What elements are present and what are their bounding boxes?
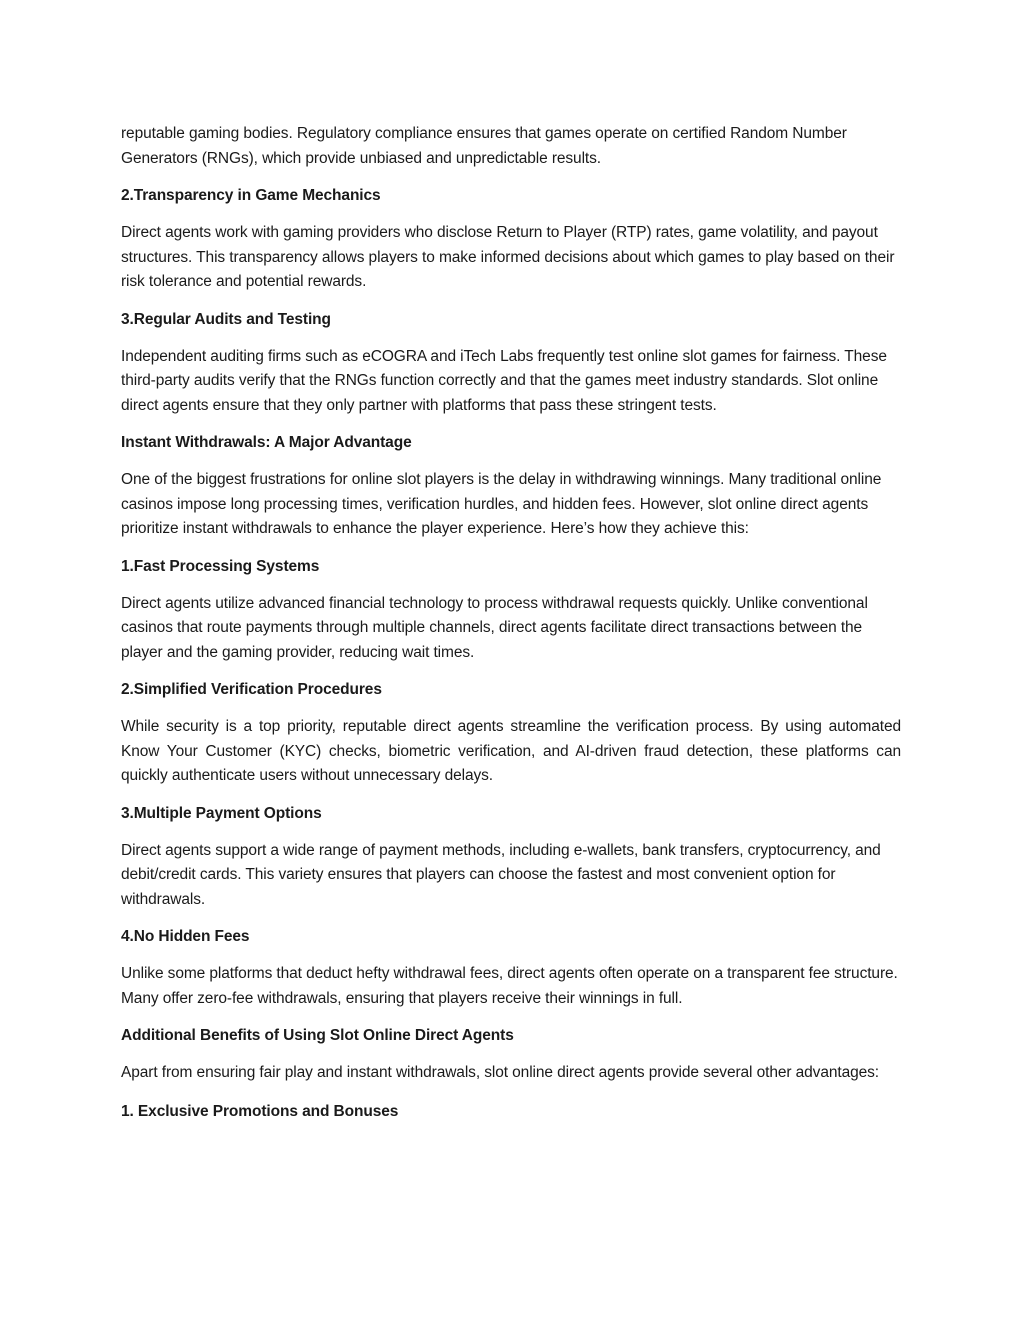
heading-transparency: 2.Transparency in Game Mechanics <box>121 187 381 204</box>
heading-no-hidden-fees: 4.No Hidden Fees <box>121 928 250 945</box>
heading-payment-options: 3.Multiple Payment Options <box>121 804 322 822</box>
paragraph-rng-compliance: reputable gaming bodies. Regulatory compliance ensures that games operate on certified Random Number Generators (RNGs), which provide unbiased and unpredictable results. <box>121 125 847 167</box>
heading-additional-benefits: Additional Benefits of Using Slot Online Direct Agents <box>121 1027 514 1044</box>
paragraph-instant-withdrawals: One of the biggest frustrations for online slot players is the delay in withdrawing winnings. Many traditional online casinos impose long processing times, verification hurdles, and hidden fees. However, slot online direct agents prioritize instant withdrawals to enhance the player experience. Here’s how they achieve this: <box>121 471 882 537</box>
paragraph-transparency: Direct agents work with gaming providers who disclose Return to Player (RTP) rates, game volatility, and payout structures. This transparency allows players to make informed decisions about which games to play based on their risk tolerance and potential rewards. <box>121 224 895 290</box>
heading-instant-withdrawals: Instant Withdrawals: A Major Advantage <box>121 434 412 451</box>
paragraph-additional-benefits: Apart from ensuring fair play and instant withdrawals, slot online direct agents provide several other advantages: <box>121 1064 879 1081</box>
document-page <box>121 122 901 1137</box>
paragraph-no-hidden-fees: Unlike some platforms that deduct hefty withdrawal fees, direct agents often operate on a transparent fee structure. Many offer zero-fee withdrawals, ensuring that players receive their winnings in full. <box>121 965 898 1007</box>
paragraph-payment-options: Direct agents support a wide range of payment methods, including e-wallets, bank transfers, cryptocurrency, and debit/credit cards. This variety ensures that players can choose the fastest and most convenient option for withdrawals. <box>121 841 881 908</box>
heading-fast-processing: 1.Fast Processing Systems <box>121 557 320 575</box>
heading-exclusive-promotions: 1. Exclusive Promotions and Bonuses <box>121 1102 399 1120</box>
heading-audits: 3.Regular Audits and Testing <box>121 310 331 328</box>
paragraph-verification: While security is a top priority, reputable direct agents streamline the verification process. By using automated Know Your Customer (KYC) checks, biometric verification, and AI-driven fraud detection, these platforms can quickly authenticate users without unnecessary delays. <box>121 718 901 784</box>
paragraph-audits: Independent auditing firms such as eCOGRA and iTech Labs frequently test online slot games for fairness. These third-party audits verify that the RNGs function correctly and that the games meet industry standards. Slot online direct agents ensure that they only partner with platforms that pass these stringent tests. <box>121 347 887 414</box>
heading-verification: 2.Simplified Verification Procedures <box>121 681 382 698</box>
paragraph-fast-processing: Direct agents utilize advanced financial technology to process withdrawal requests quickly. Unlike conventional casinos that route payments through multiple channels, direct agents facilitate direct transactions between the player and the gaming provider, reducing wait times. <box>121 594 868 661</box>
